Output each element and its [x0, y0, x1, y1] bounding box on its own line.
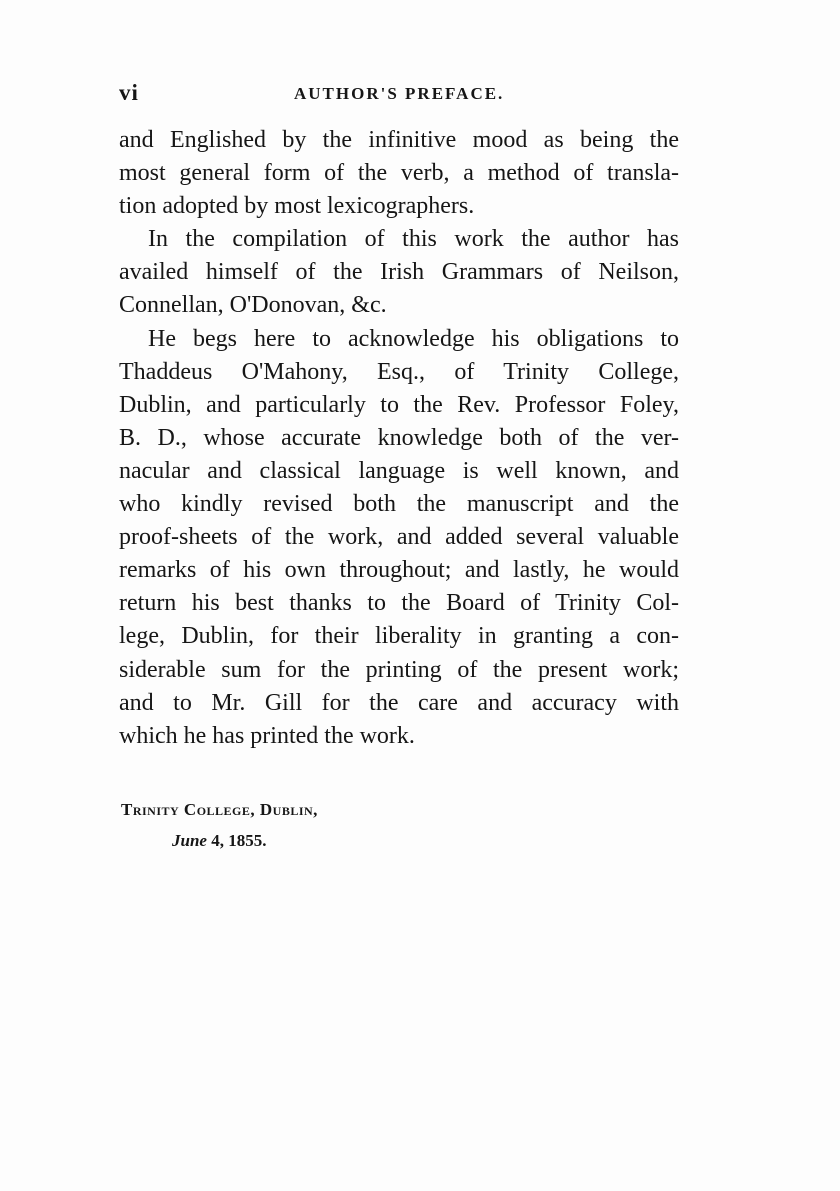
text-line: Dublin, and particularly to the Rev. Professor Foley, [119, 391, 679, 418]
signature-month: June [172, 831, 207, 850]
signature-block [121, 794, 318, 856]
preface-text [119, 124, 679, 753]
text-line: and Englished by the infinitive mood as being the [119, 127, 679, 153]
signature-date [121, 825, 318, 856]
text-line: availed himself of the Irish Grammars of Neilson, [119, 259, 679, 286]
text-line: proof-sheets of the work, and added several valuable [119, 524, 679, 551]
page-number: vi [119, 80, 139, 105]
text-line: remarks of his own throughout; and lastly, he would [119, 557, 679, 584]
signature-place: Trinity College, Dublin, [121, 800, 318, 819]
signature-day-year: 4, 1855. [206, 831, 267, 850]
text-line: Connellan, O'Donovan, &c. [119, 292, 387, 319]
text-line: who kindly revised both the manuscript and the [119, 491, 679, 518]
text-line: B. D., whose accurate knowledge both of the ver- [119, 424, 679, 451]
text-line: most general form of the verb, a method of transla- [119, 160, 679, 187]
text-line: tion adopted by most lexicographers. [119, 193, 475, 220]
running-title: AUTHOR'S PREFACE. [294, 84, 505, 103]
page-header [119, 80, 679, 110]
text-line: lege, Dublin, for their liberality in granting a con- [119, 623, 679, 650]
text-line: In the compilation of this work the author has [148, 226, 679, 253]
text-line: nacular and classical language is well known, and [119, 457, 679, 484]
text-line: He begs here to acknowledge his obligations to [148, 325, 679, 352]
text-line: which he has printed the work. [119, 722, 415, 749]
text-line: return his best thanks to the Board of Trinity Col- [119, 590, 679, 617]
text-line: Thaddeus O'Mahony, Esq., of Trinity College, [119, 358, 679, 385]
text-line: and to Mr. Gill for the care and accuracy with [119, 689, 679, 716]
text-line: siderable sum for the printing of the present work; [119, 656, 679, 683]
